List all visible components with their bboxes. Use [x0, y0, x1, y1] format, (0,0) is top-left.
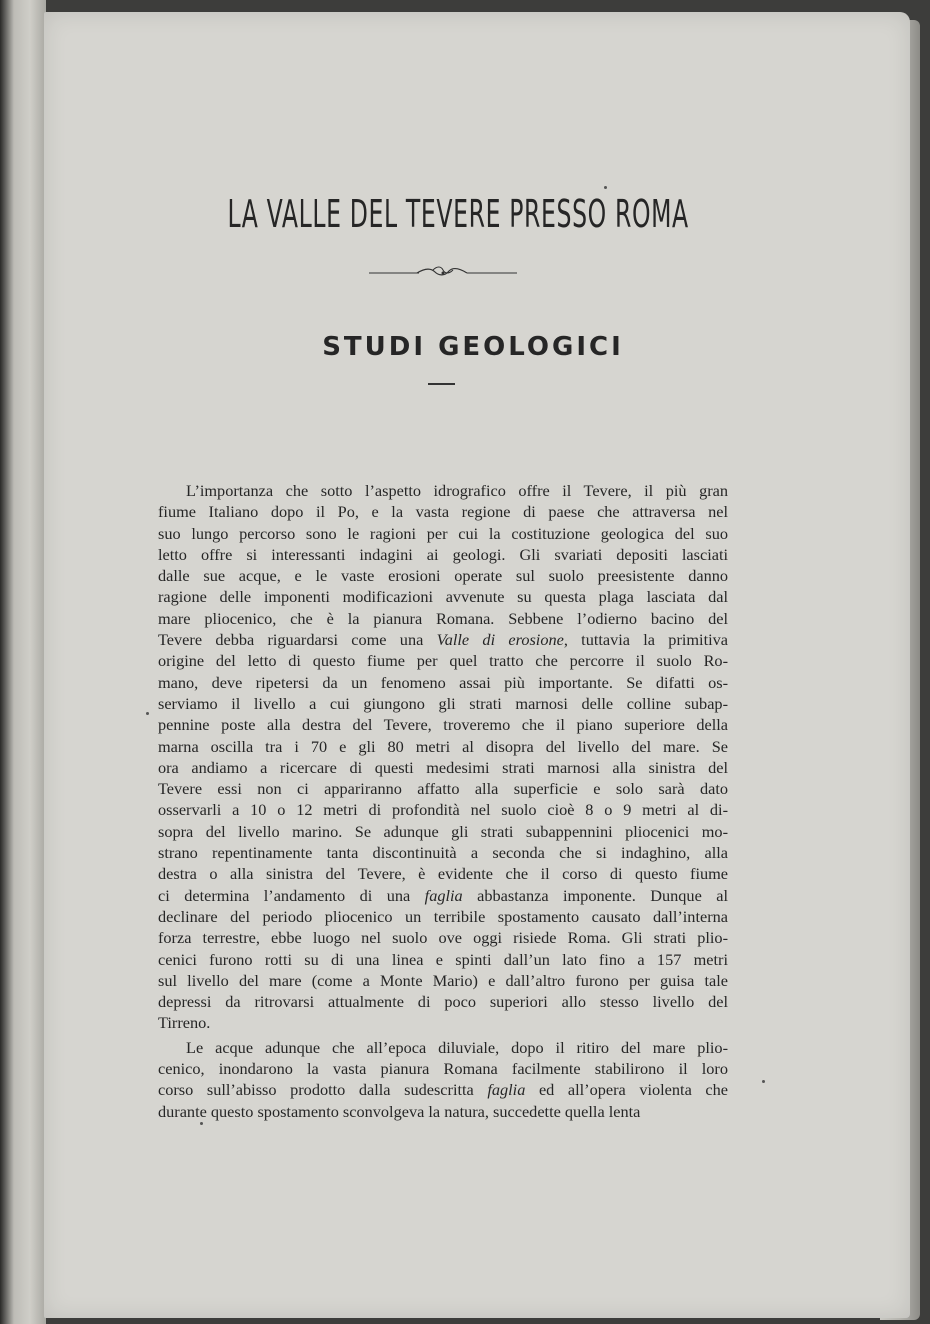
text-run: letto offre si interessanti indagini ai geologi. Gli svariati depositi lasciati	[158, 544, 728, 564]
text-run: strano repentinamente tanta discontinuità a seconda che si indaghino, alla	[158, 843, 728, 863]
text-line	[158, 949, 728, 970]
paragraph	[158, 480, 728, 1034]
subtitle-rule	[428, 383, 455, 385]
text-run: origine del letto di questo fiume per quel tratto che percorre il suolo Ro-	[158, 651, 728, 671]
text-run: forza terrestre, ebbe luogo nel suolo ove oggi risiede Roma. Gli strati plio-	[158, 928, 728, 948]
text-line	[158, 885, 728, 906]
text-run: Tevere debba riguardarsi come una	[158, 630, 437, 650]
text-line	[158, 1058, 728, 1079]
text-run: depressi da ritrovarsi attualmente di poco superiori allo stesso livello del	[158, 992, 728, 1012]
text-line	[158, 842, 728, 863]
text-run: ci determina l’andamento di una	[158, 885, 425, 905]
text-line	[158, 970, 728, 991]
section-subtitle: STUDI GEOLOGICI	[322, 332, 624, 362]
text-line	[158, 480, 728, 501]
text-line	[158, 757, 728, 778]
text-run: Le acque adunque che all’epoca diluviale, dopo il ritiro del mare plio-	[186, 1037, 728, 1057]
text-line	[158, 629, 728, 650]
text-run: cenico, inondarono la vasta pianura Romana facilmente stabilirono il loro	[158, 1059, 728, 1079]
text-line	[158, 863, 728, 884]
text-run: marna oscilla tra i 70 e gli 80 metri al disopra del livello del mare. Se	[158, 736, 728, 756]
text-line	[158, 1037, 728, 1058]
text-run: L’importanza che sotto l’aspetto idrografico offre il Tevere, il più gran	[186, 481, 728, 500]
text-line	[158, 1079, 728, 1100]
text-run: sopra del livello marino. Se adunque gli strati subappennini pliocenici mo-	[158, 821, 728, 841]
text-line	[158, 672, 728, 693]
text-run: abbastanza imponente. Dunque al	[462, 885, 728, 905]
text-run: ragione delle imponenti modificazioni avvenute su questa plaga lasciata dal	[158, 587, 728, 607]
paragraph	[158, 1037, 728, 1122]
text-line	[158, 714, 728, 735]
text-line	[158, 501, 728, 522]
text-run: ora andiamo a ricercare di questi medesimi strati marnosi alla sinistra del	[158, 757, 728, 777]
text-run: declinare del periodo pliocenico un terribile spostamento causato dall’interna	[158, 906, 728, 926]
text-line	[158, 927, 728, 948]
text-run: suo lungo percorso sono le ragioni per cui la costituzione geologica del suo	[158, 523, 728, 543]
text-run: pennine poste alla destra del Tevere, troveremo che il piano superiore della	[158, 715, 728, 735]
text-run: Tevere essi non ci appariranno affatto alla superficie e solo sarà dato	[158, 779, 728, 799]
previous-page-edge	[0, 0, 46, 1324]
text-line	[158, 799, 728, 820]
text-line	[158, 778, 728, 799]
text-run: sul livello del mare (come a Monte Mario) e dall’altro furono per guisa tale	[158, 970, 728, 990]
text-line	[158, 906, 728, 927]
ornament-divider	[367, 264, 519, 280]
text-run: durante questo spostamento sconvolgeva la natura, succedette quella lenta	[158, 1101, 641, 1121]
text-run: osservarli a 10 o 12 metri di profondità nel suolo cioè 8 o 9 metri al di-	[158, 800, 728, 820]
text-run: destra o alla sinistra del Tevere, è evidente che il corso di questo fiume	[158, 864, 728, 884]
text-run: ed all’opera violenta che	[525, 1080, 728, 1100]
page-title: LA VALLE DEL TEVERE PRESSO ROMA	[227, 192, 689, 236]
text-line	[158, 1012, 728, 1033]
italic-term: faglia	[424, 885, 463, 905]
text-run: Tirreno.	[158, 1013, 211, 1033]
ink-speck	[200, 1122, 203, 1125]
italic-term: faglia	[487, 1080, 526, 1100]
italic-term: Valle di erosione	[436, 630, 564, 650]
text-line	[158, 565, 728, 586]
text-run: corso sull’abisso prodotto dalla sudescritta	[158, 1080, 488, 1100]
text-run: mano, deve ripetersi da un fenomeno assai più importante. Se difatti os-	[158, 672, 728, 692]
ink-speck	[762, 1080, 765, 1083]
text-run: serviamo il livello a cui giungono gli strati marnosi delle colline subap-	[158, 693, 728, 713]
text-run: dalle sue acque, e le vaste erosioni operate sul suolo preesistente danno	[158, 566, 728, 586]
ink-speck	[604, 186, 607, 189]
text-line	[158, 586, 728, 607]
body-text	[158, 480, 728, 1122]
text-line	[158, 736, 728, 757]
text-run: , tuttavia la primitiva	[563, 630, 728, 650]
text-line	[158, 650, 728, 671]
text-run: mare pliocenico, che è la pianura Romana. Sebbene l’odierno bacino del	[158, 608, 728, 628]
ink-speck	[146, 712, 149, 715]
text-line	[158, 821, 728, 842]
text-run: cenici furono rotti su di una linea e spinti dall’un lato fino a 157 metri	[158, 949, 728, 969]
text-line	[158, 693, 728, 714]
text-line	[158, 608, 728, 629]
text-line	[158, 991, 728, 1012]
text-line	[158, 1101, 728, 1122]
text-run: fiume Italiano dopo il Po, e la vasta regione di paese che attraversa nel	[158, 502, 728, 522]
text-line	[158, 544, 728, 565]
text-line	[158, 523, 728, 544]
